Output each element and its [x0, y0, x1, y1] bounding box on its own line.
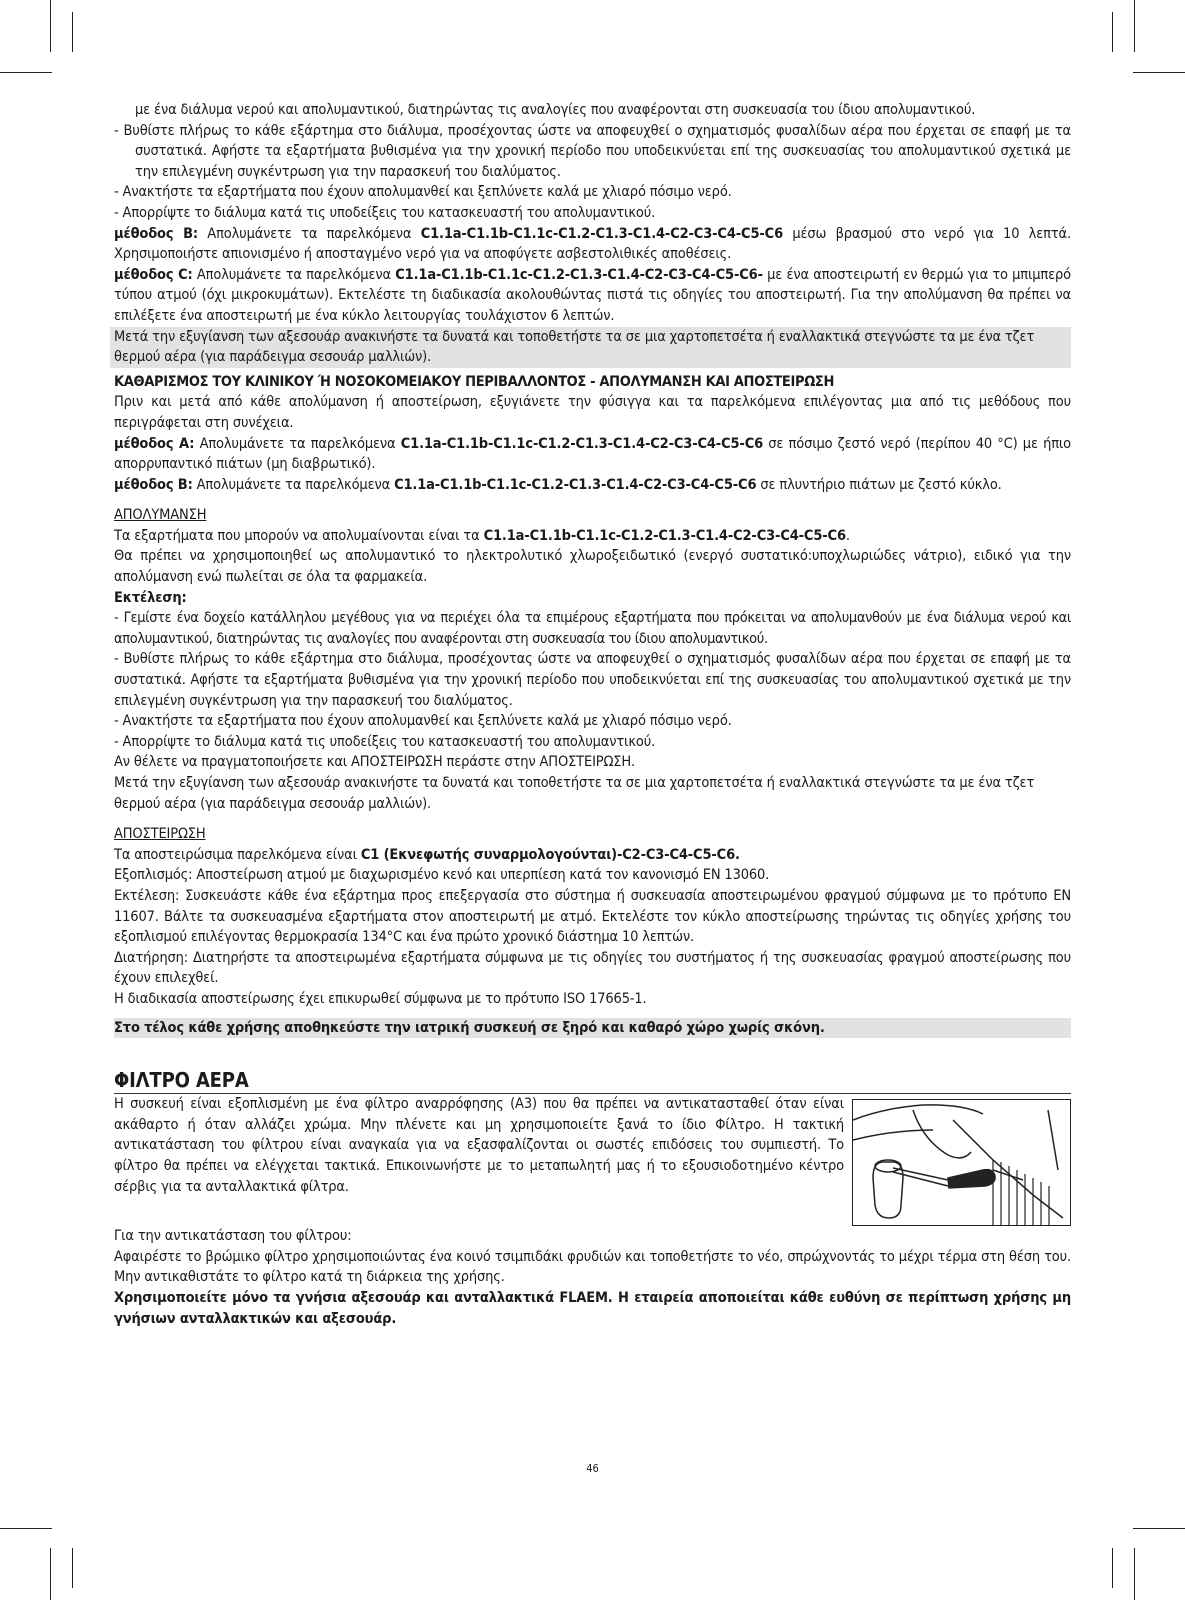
crop-mark	[1134, 0, 1135, 52]
crop-mark	[1112, 12, 1113, 52]
sterilization-title: ΑΠΟΣΤΕΙΡΩΣΗ	[114, 826, 206, 843]
instruction-step: - Ανακτήστε τα εξαρτήματα που έχουν απολυμανθεί και ξεπλύνετε καλά με χλιαρό πόσιμο νερό.	[114, 184, 732, 201]
storage-note: Στο τέλος κάθε χρήσης αποθηκεύστε την ιατρική συσκευή σε ξηρό και καθαρό χώρο χωρίς σκόνη.	[114, 1018, 1071, 1039]
filter-replacement-illustration	[852, 1099, 1071, 1226]
crop-mark	[1133, 1528, 1185, 1529]
crop-mark	[50, 0, 51, 52]
execution-label: Εκτέλεση:	[114, 589, 187, 606]
replacement-instructions: Αφαιρέστε το βρώμικο φίλτρο χρησιμοποιώντας ένα κοινό τσιμπιδάκι φρυδιών και τοποθετήστε το νέο, σπρώχνοντάς το μέχρι τέρμα στη θέση του. Μην αντικαθιστάτε το φίλτρο κατά τη διάρκεια της χρήσης.	[114, 1248, 1071, 1286]
clinical-intro: Πριν και μετά από κάθε απολύμανση ή αποστείρωση, εξυγιάνετε την φύσιγγα και τα παρελκόμενα επιλέγοντας μια από τις μεθόδους που περιγράφεται στη συνέχεια.	[114, 394, 1071, 431]
method-label: μέθοδος B:	[114, 476, 193, 493]
sterilization-reference: Αν θέλετε να πραγματοποιήσετε και ΑΠΟΣΤΕΙΡΩΣΗ περάστε στην ΑΠΟΣΤΕΙΡΩΣΗ.	[114, 754, 636, 771]
clinical-heading: ΚΑΘΑΡΙΣΜΟΣ ΤΟΥ ΚΛΙΝΙΚΟΥ Ή ΝΟΣΟΚΟΜΕΙΑΚΟΥ ΠΕΡΙΒΑΛΛΟΝΤΟΣ - ΑΠΟΛΥΜΑΝΣΗ ΚΑΙ ΑΠΟΣΤΕΙΡΩΣΗ	[114, 373, 835, 390]
execution-step: - Απορρίψτε το διάλυμα κατά τις υποδείξεις του κατασκευαστή του απολυμαντικού.	[114, 733, 656, 750]
parts-list: C1.1a-C1.1b-C1.1c-C1.2-C1.3-C1.4-C2-C3-C4-C5-C6	[394, 476, 757, 493]
crop-mark	[0, 1528, 52, 1529]
parts-list: C1.1a-C1.1b-C1.1c-C1.2-C1.3-C1.4-C2-C3-C4-C5-C6-	[395, 266, 763, 283]
shaded-note: Μετά την εξυγίανση των αξεσουάρ ανακινήστε τα δυνατά και τοποθετήστε τα σε μια χαρτοπετσέτα ή εναλλακτικά στεγνώστε τα με ένα τζετ θερμού αέρα (για παράδειγμα σεσουάρ μαλλιών).	[110, 327, 1071, 368]
validation-line: Η διαδικασία αποστείρωσης έχει επικυρωθεί σύμφωνα με το πρότυπο ISO 17665-1.	[114, 990, 647, 1007]
disinfection-parts-line: Τα εξαρτήματα που μπορούν να απολυμαίνονται είναι τα C1.1a-C1.1b-C1.1c-C1.2-C1.3-C1.4-C2-C3-C4-C5-C6.	[114, 527, 850, 544]
parts-list: C1.1a-C1.1b-C1.1c-C1.2-C1.3-C1.4-C2-C3-C4-C5-C6	[420, 225, 784, 242]
genuine-parts-warning: Χρησιμοποιείτε μόνο τα γνήσια αξεσουάρ και ανταλλακτικά FLAEM. Η εταιρεία αποποιείται κάθε ευθύνη σε περίπτωση χρήσης μη γνήσιων ανταλλακτικών και αξεσουάρ.	[114, 1289, 1071, 1327]
sterilizable-parts-line: Τα αποστειρώσιμα παρελκόμενα είναι C1 (Εκνεφωτής συναρμολογούνται)-C2-C3-C4-C5-C6.	[114, 846, 740, 863]
method-b-paragraph: μέθοδος B: Απολυμάνετε τα παρελκόμενα C1.1a-C1.1b-C1.1c-C1.2-C1.3-C1.4-C2-C3-C4-C5-C6 μέσω βρασμού στο νερό για 10 λεπτά. Χρησιμοποιήστε απιονισμένο ή αποσταγμένο νερό για να αποφύγετε ασβεστολιθικές αποθέσεις.	[114, 225, 1071, 263]
page-number: 46	[586, 1462, 599, 1475]
replacement-intro: Για την αντικατάσταση του φίλτρου:	[114, 1228, 352, 1245]
crop-mark	[72, 12, 73, 52]
filter-tweezers-illustration	[853, 1100, 1070, 1225]
disinfectant-info: Θα πρέπει να χρησιμοποιηθεί ως απολυμαντικό το ηλεκτρολυτικό χλωροξειδωτικό (ενεργό συστατικό:υποχλωριώδες νάτριο), ειδικό για την απολύμανση ενώ πωλείται σε όλα τα φαρμακεία.	[114, 548, 1071, 586]
execution-step: - Βυθίστε πλήρως το κάθε εξάρτημα στο διάλυμα, προσέχοντας ώστε να αποφευχθεί ο σχηματισμός φυσαλίδων αέρα που έρχεται σε επαφή με τα συστατικά. Αφήστε τα εξαρτήματα βυθισμένα για την χρονική περίοδο που υποδεικνύεται επί της συσκευασίας του απολυμαντικού σχετικά με την επιλεγμένη συγκέντρωση για την παρασκευή του διαλύματος.	[114, 651, 1071, 709]
crop-mark	[72, 1548, 73, 1588]
execution-step: - Γεμίστε ένα δοχείο κατάλληλου μεγέθους για να περιέχει όλα τα επιμέρους εξαρτήματα που πρόκειται να απολυμανθούν με ένα διάλυμα νερού και απολυμαντικού, διατηρώντας τις αναλογίες που αναφέρονται στη συσκευασία του ίδιου απολυμαντικού.	[114, 610, 1071, 647]
crop-mark	[50, 1548, 51, 1600]
continuation-line: με ένα διάλυμα νερού και απολυμαντικού, διατηρώντας τις αναλογίες που αναφέρονται στη συσκευασία του ίδιου απολυμαντικού.	[135, 102, 976, 118]
execution-step: - Ανακτήστε τα εξαρτήματα που έχουν απολυμανθεί και ξεπλύνετε καλά με χλιαρό πόσιμο νερό.	[114, 713, 732, 730]
method-label: μέθοδος C:	[114, 266, 193, 283]
air-filter-description: Η συσκευή είναι εξοπλισμένη με ένα φίλτρο αναρρόφησης (A3) που θα πρέπει να αντικατασταθεί όταν είναι ακάθαρτο ή όταν αλλάζει χρώμα. Μην πλένετε και μη χρησιμοποιείτε ξανά το ίδιο Φίλτρο. Η τακτική αντικατάσταση του φίλτρου είναι αναγκαία για να εξασφαλίζονται οι σωστές επιδόσεις του συμπιεστή. Το φίλτρο θα πρέπει να ελέγχεται τακτικά. Επικοινωνήστε με το μεταπωλητή μας ή το εξουσιοδοτημένο κέντρο σέρβις για τα ανταλλακτικά φίλτρα.	[114, 1096, 844, 1195]
parts-list: C1.1a-C1.1b-C1.1c-C1.2-C1.3-C1.4-C2-C3-C4-C5-C6	[400, 435, 764, 452]
page-content	[114, 100, 1071, 1329]
crop-mark	[1134, 1548, 1135, 1600]
parts-list: C1.1a-C1.1b-C1.1c-C1.2-C1.3-C1.4-C2-C3-C4-C5-C6	[483, 527, 846, 544]
crop-mark	[0, 72, 52, 73]
crop-mark	[1112, 1548, 1113, 1588]
air-filter-title: ΦΙΛΤΡΟ ΑΕΡΑ	[114, 1068, 1071, 1094]
maintenance-paragraph: Διατήρηση: Διατηρήστε τα αποστειρωμένα εξαρτήματα σύμφωνα με τις οδηγίες του συστήματος ή της συσκευασίας φραγμού αποστείρωσης που έχουν επιλεχθεί.	[114, 949, 1071, 987]
method-label: μέθοδος B:	[114, 225, 198, 242]
air-filter-block	[114, 1094, 1071, 1226]
parts-list: C1 (Εκνεφωτής συναρμολογούνται)-C2-C3-C4-C5-C6.	[360, 846, 740, 863]
disinfection-title: ΑΠΟΛΥΜΑΝΣΗ	[114, 507, 207, 524]
method-label: μέθοδος A:	[114, 435, 195, 452]
equipment-line: Εξοπλισμός: Αποστείρωση ατμού με διαχωρισμένο κενό και υπερπίεση κατά τον κανονισμό EN 13060.	[114, 867, 770, 884]
method-b-paragraph: μέθοδος B: Απολυμάνετε τα παρελκόμενα C1.1a-C1.1b-C1.1c-C1.2-C1.3-C1.4-C2-C3-C4-C5-C6 σε πλυντήριο πιάτων με ζεστό κύκλο.	[114, 476, 1002, 493]
method-a-paragraph: μέθοδος A: Απολυμάνετε τα παρελκόμενα C1.1a-C1.1b-C1.1c-C1.2-C1.3-C1.4-C2-C3-C4-C5-C6 σε πόσιμο ζεστό νερό (περίπου 40 °C) με ήπιο απορρυπαντικό πιάτων (μη διαβρωτικό).	[114, 435, 1071, 473]
crop-mark	[1133, 72, 1185, 73]
instruction-step: - Απορρίψτε το διάλυμα κατά τις υποδείξεις του κατασκευαστή του απολυμαντικού.	[114, 204, 656, 221]
instruction-step: - Βυθίστε πλήρως το κάθε εξάρτημα στο διάλυμα, προσέχοντας ώστε να αποφευχθεί ο σχηματισμός φυσαλίδων αέρα που έρχεται σε επαφή με τα συστατικά. Αφήστε τα εξαρτήματα βυθισμένα για την χρονική περίοδο που υποδεικνύεται επί της συσκευασίας του απολυμαντικού σχετικά με την επιλεγμένη συγκέντρωση για την παρασκευή του διαλύματος.	[114, 122, 1071, 180]
execution-paragraph: Εκτέλεση: Συσκευάστε κάθε ένα εξάρτημα προς επεξεργασία στο σύστημα ή συσκευασία αποστειρωμένου φραγμού σύμφωνα με το πρότυπο EN 11607. Βάλτε τα συσκευασμένα εξαρτήματα στον αποστειρωτή με ατμό. Εκτελέστε τον κύκλο αποστείρωσης τηρώντας τις οδηγίες χρήσης του εξοπλισμού επιλέγοντας θερμοκρασία 134°C και ένα πρώτο χρονικό διάστημα 10 λεπτών.	[114, 887, 1071, 946]
drying-note: Μετά την εξυγίανση των αξεσουάρ ανακινήστε τα δυνατά και τοποθετήστε τα σε μια χαρτοπετσέτα ή εναλλακτικά στεγνώστε τα με ένα τζετ θερμού αέρα (για παράδειγμα σεσουάρ μαλλιών).	[114, 775, 1035, 812]
method-c-paragraph: μέθοδος C: Απολυμάνετε τα παρελκόμενα C1.1a-C1.1b-C1.1c-C1.2-C1.3-C1.4-C2-C3-C4-C5-C6- με ένα αποστειρωτή εν θερμώ για το μπιμπερό τύπου ατμού (όχι μικροκυμάτων). Εκτελέστε τη διαδικασία ακολουθώντας πιστά τις οδηγίες του αποστειρωτή. Για την απολύμανση θα πρέπει να επιλέξετε ένα αποστειρωτή με ένα κύκλο λειτουργίας τουλάχιστον 6 λεπτών.	[114, 266, 1071, 324]
